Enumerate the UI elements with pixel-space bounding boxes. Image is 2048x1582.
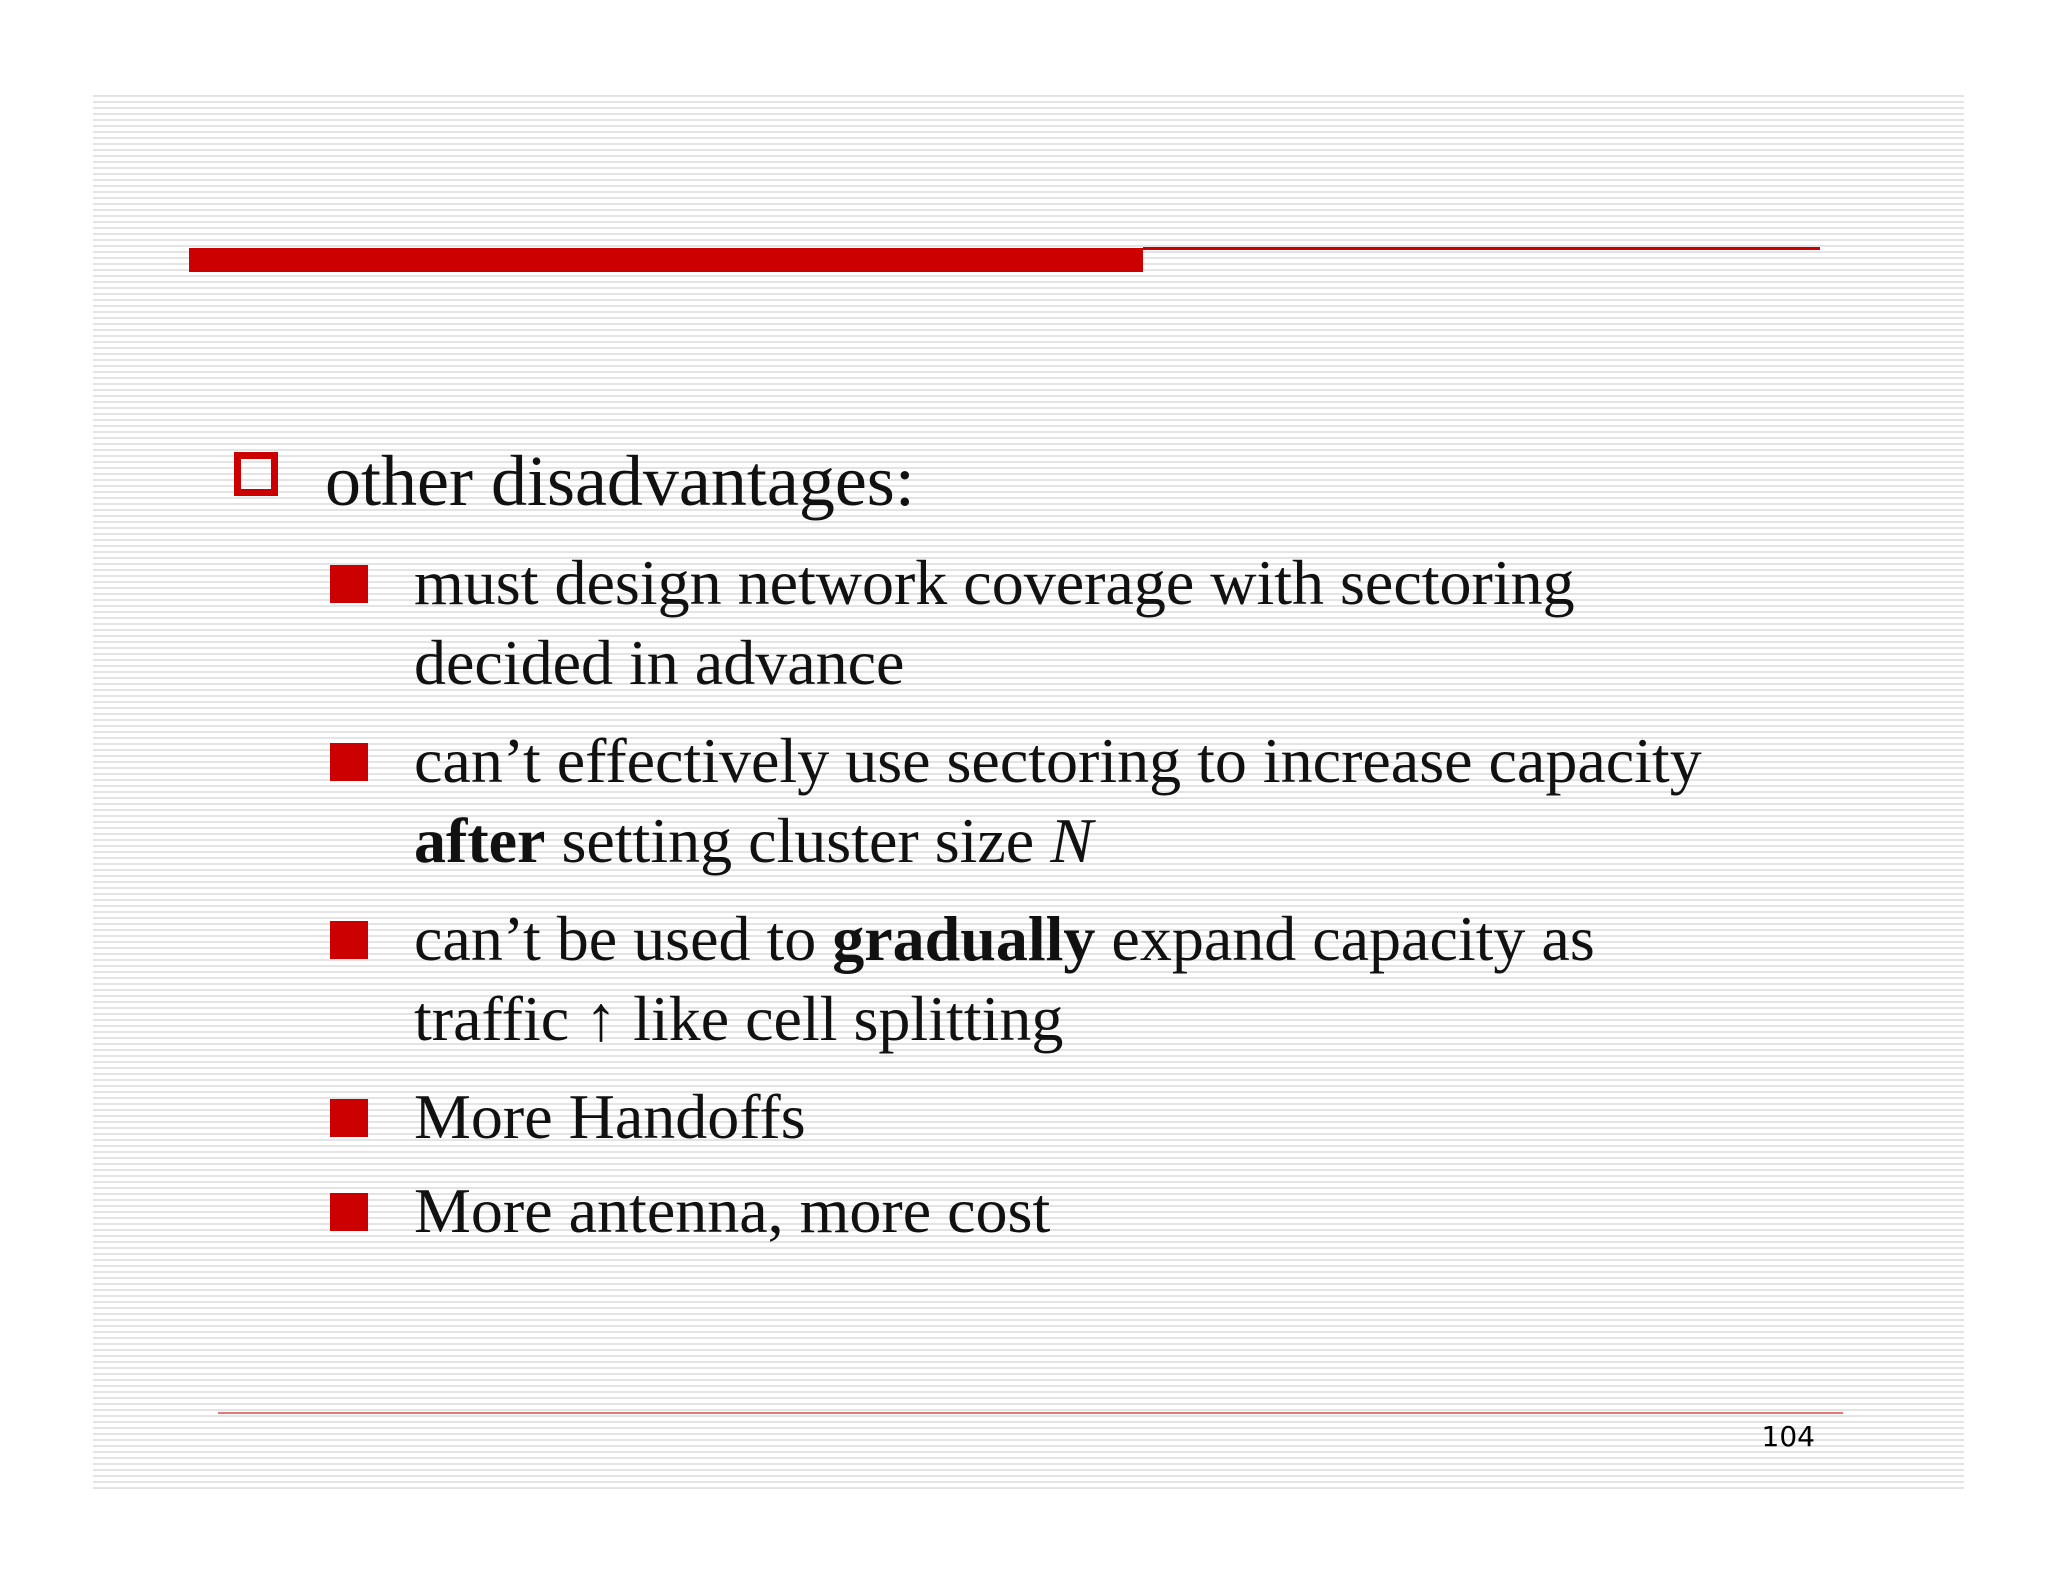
square-bullet-icon (330, 565, 368, 603)
list-item (414, 543, 1834, 703)
list-item-line: traffic ↑ like cell splitting (414, 983, 1064, 1054)
list-item (414, 721, 1834, 881)
plain-text: setting cluster size (545, 805, 1051, 876)
page-number: 104 (1761, 1420, 1815, 1453)
list-item (414, 899, 1834, 1059)
square-bullet-icon (330, 921, 368, 959)
list-item-line: More Handoffs (414, 1081, 806, 1152)
list-item-line (414, 801, 1834, 881)
list-item-line: must design network coverage with sectoring (414, 547, 1575, 618)
footer-divider (218, 1412, 1843, 1414)
list-item-line (414, 899, 1834, 979)
list-item (414, 1077, 1834, 1157)
italic-text: N (1050, 805, 1093, 876)
list-item-line: decided in advance (414, 627, 905, 698)
bold-text: after (414, 805, 546, 876)
plain-text: can’t be used to (414, 903, 833, 974)
square-bullet-icon (330, 1193, 368, 1231)
square-bullet-icon (330, 1099, 368, 1137)
list-item (414, 1171, 1834, 1251)
plain-text: expand capacity as (1095, 903, 1595, 974)
bold-text: gradually (832, 903, 1096, 974)
title-bar-thin (1143, 247, 1820, 250)
list-item-line: More antenna, more cost (414, 1175, 1051, 1246)
title-bar-thick (189, 248, 1143, 272)
list-item-line: can’t effectively use sectoring to increase capacity (414, 725, 1702, 796)
square-bullet-icon (330, 743, 368, 781)
hollow-square-bullet-icon (234, 452, 278, 496)
heading-text: other disadvantages: (325, 441, 915, 521)
